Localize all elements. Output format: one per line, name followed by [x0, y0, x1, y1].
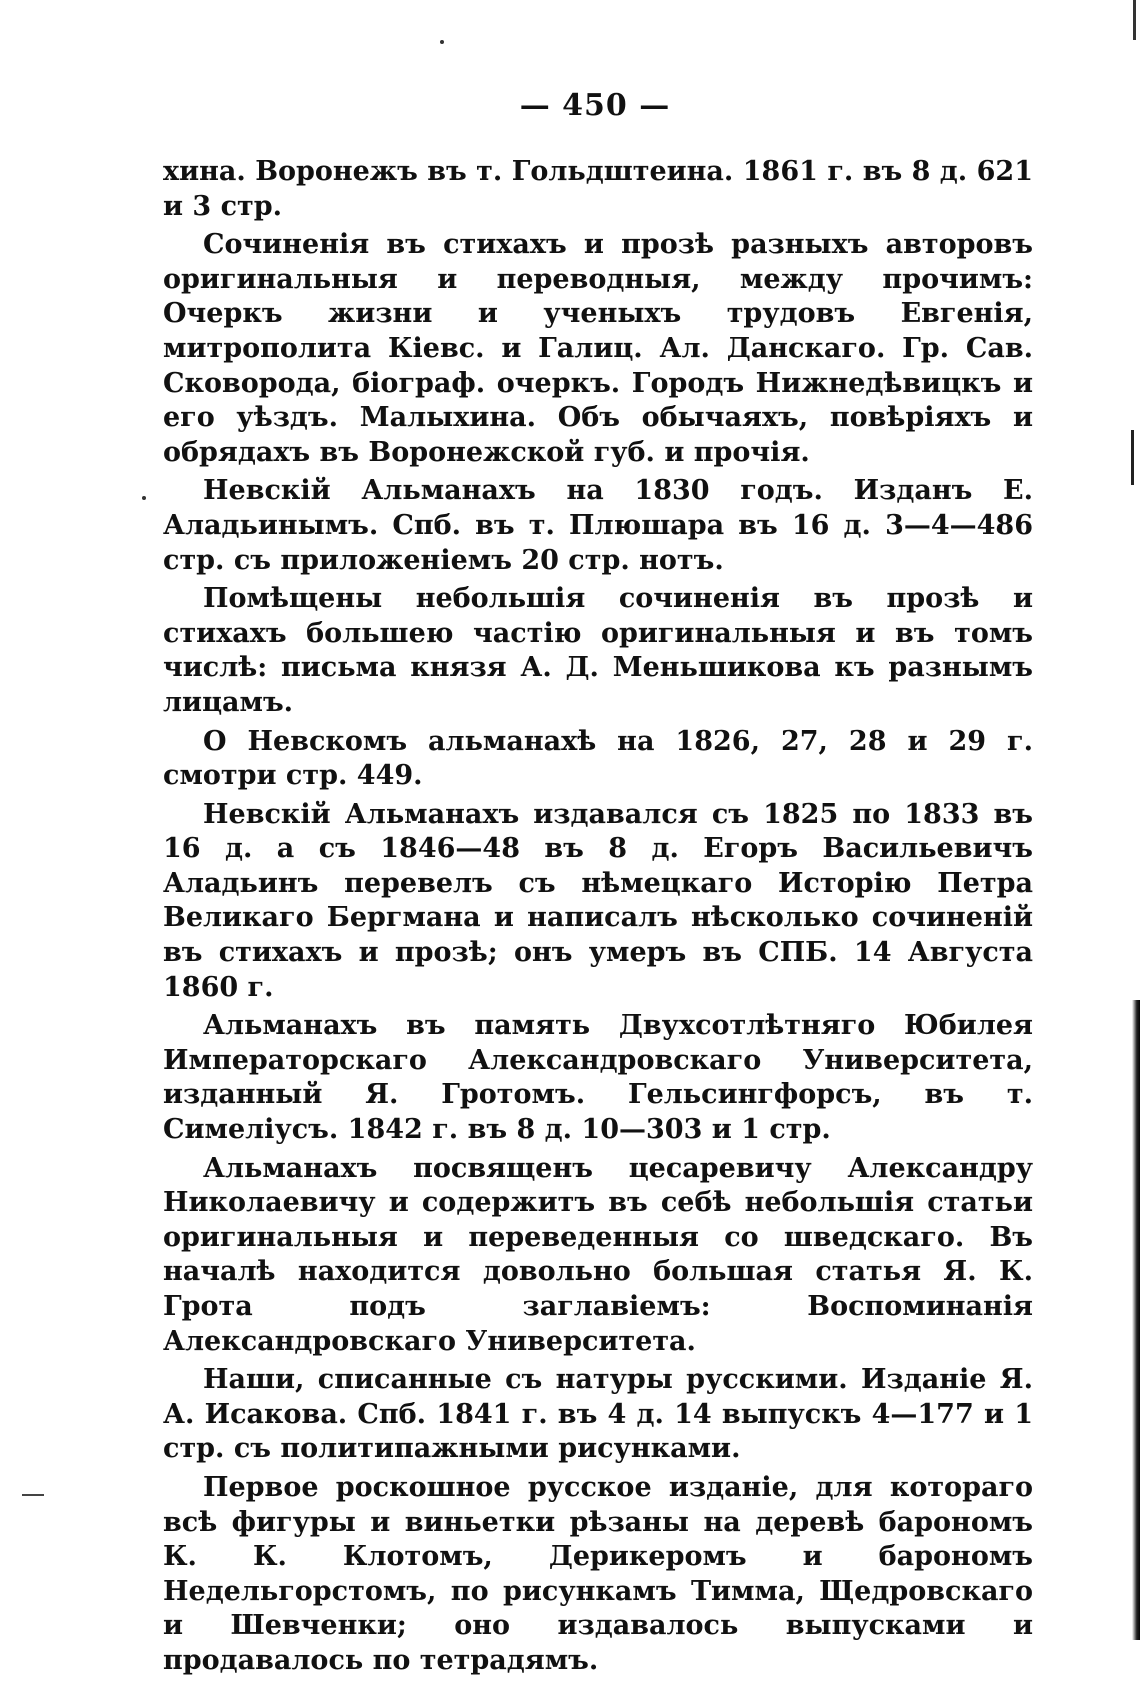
scan-margin-dash — [22, 1494, 44, 1496]
entry-title: Невскій — [203, 475, 331, 507]
paragraph-3 — [163, 474, 1033, 578]
body-text — [163, 155, 1033, 1683]
paragraph-text: хина. Воронежъ въ т. Гольдштеина. 1861 г. въ 8 д. 621 и 3 стр. — [163, 156, 1033, 222]
paragraph-1 — [163, 155, 1033, 224]
paragraph-2 — [163, 228, 1033, 470]
scan-edge-mark-top — [1133, 0, 1136, 40]
paragraph-text: Первое роскошное русское изданіе, для котораго всѣ фигуры и виньетки рѣзаны на деревѣ барономъ К. К. Клотомъ, Дерикеромъ и барономъ Недельгорстомъ, по рисункамъ Тимма, Щедровскаго и Шевченки; оно издавалось выпусками и продавалось по тетрадямъ. — [163, 1471, 1033, 1676]
page-number: — 450 — — [519, 88, 671, 123]
paragraph-9 — [163, 1363, 1033, 1467]
paragraph-text: въ память Двухсотлѣтняго Юбилея Императорскаго Александровскаго Университета, изданный Я. Гротомъ. Гельсингфорсъ, въ т. Симеліусъ. 1842 г. въ 8 д. 10—303 и 1 стр. — [163, 1010, 1033, 1146]
paragraph-text: Помѣщены небольшія сочиненія въ прозѣ и стихахъ большею частію оригинальныя и въ томъ числѣ: письма князя А. Д. Меньшикова къ разнымъ лицамъ. — [163, 583, 1033, 718]
entry-title: Альманахъ — [203, 1010, 378, 1042]
paragraph-8 — [163, 1152, 1033, 1360]
paragraph-text: списанные съ натуры русскими. Изданіе Я. А. Исакова. Спб. 1841 г. въ 4 д. 14 выпускъ 4—177 и 1 стр. съ политипажными рисунками. — [163, 1364, 1033, 1465]
paragraph-text: Альманахъ посвященъ цесаревичу Александру Николаевичу и содержитъ въ себѣ небольшія статьи оригинальныя и переведенныя со шведскаго. Въ началѣ находится довольно большая статья Я. К. Грота подъ заглавіемъ: Воспоминанія Александровскаго Университета. — [163, 1152, 1033, 1357]
paragraph-10 — [163, 1471, 1033, 1679]
paragraph-7 — [163, 1009, 1033, 1147]
paragraph-6 — [163, 798, 1033, 1006]
paragraph-text: О Невскомъ альманахѣ на 1826, 27, 28 и 29 г. смотри стр. 449. — [163, 725, 1033, 792]
scan-page-edge — [1132, 1000, 1140, 1640]
scan-edge-mark-middle — [1131, 430, 1134, 485]
paragraph-4 — [163, 582, 1033, 720]
entry-title: Наши, — [203, 1364, 305, 1396]
paragraph-text: Невскій Альманахъ издавался съ 1825 по 1833 въ 16 д. а съ 1846—48 въ 8 д. Егоръ Васильевичъ Аладьинъ перевелъ съ нѣмецкаго Исторію Петра Великаго Бергмана и написалъ нѣсколько сочиненій въ стихахъ и прозѣ; онъ умеръ въ СПБ. 14 Августа 1860 г. — [163, 798, 1033, 1003]
paragraph-text: Сочиненія въ стихахъ и прозѣ разныхъ авторовъ оригинальныя и переводныя, между прочимъ: Очеркъ жизни и ученыхъ трудовъ Евгенія, митрополита Кіевс. и Галиц. Ал. Данскаго. Гр. Сав. Сковорода, біограф. очеркъ. Городъ Нижнедѣвицкъ и его уѣздъ. Малыхина. Объ обычаяхъ, повѣріяхъ и обрядахъ въ Воронежской губ. и прочія. — [163, 229, 1033, 468]
scan-speck — [142, 496, 146, 500]
scan-speck — [440, 40, 444, 44]
paragraph-5 — [163, 725, 1033, 794]
paragraph-text: Альманахъ на 1830 годъ. Изданъ Е. Аладьинымъ. Спб. въ т. Плюшара въ 16 д. 3—4—486 стр. съ приложеніемъ 20 стр. нотъ. — [163, 475, 1033, 576]
